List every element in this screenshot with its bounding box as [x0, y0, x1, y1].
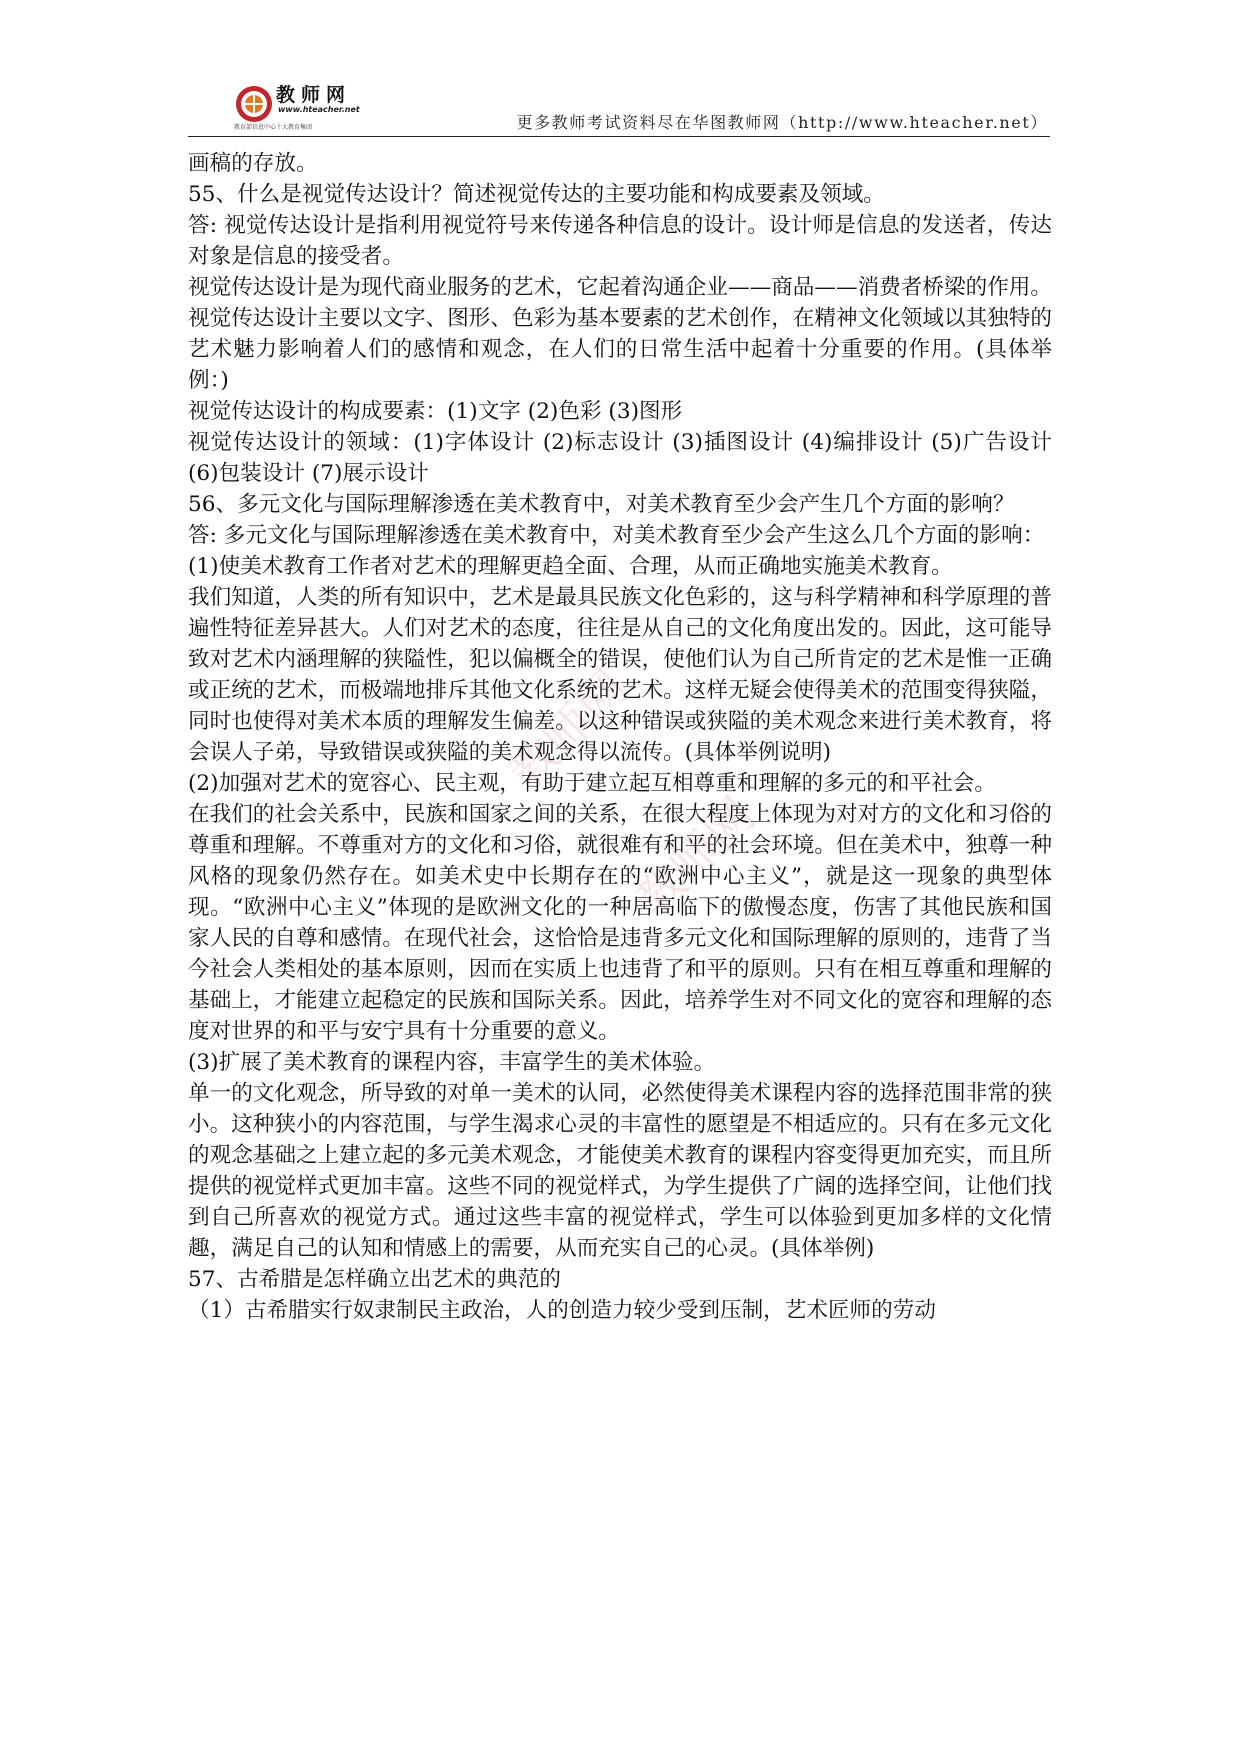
page-header	[188, 80, 1050, 140]
paragraph: 画稿的存放。	[188, 151, 318, 176]
paragraph: 视觉传达设计的构成要素：(1)文字 (2)色彩 (3)图形	[188, 399, 683, 424]
logo-seal-icon	[234, 84, 274, 124]
document-body	[188, 148, 1052, 1326]
header-divider	[188, 136, 1050, 137]
paragraph: 答: 视觉传达设计是指利用视觉符号来传递各种信息的设计。设计师是信息的发送者，传达对象是信息的接受者。	[188, 213, 1052, 269]
paragraph: (3)扩展了美术教育的课程内容，丰富学生的美术体验。	[188, 1050, 716, 1075]
paragraph: 我们知道，人类的所有知识中，艺术是最具民族文化色彩的，这与科学精神和科学原理的普遍性特征差异甚大。人们对艺术的态度，往往是从自己的文化角度出发的。因此，这可能导致对艺术内涵理解的狭隘性，犯以偏概全的错误，使他们认为自己所肯定的艺术是惟一正确或正统的艺术，而极端地排斥其他文化系统的艺术。这样无疑会使得美术的范围变得狭隘，同时也使得对美术本质的理解发生偏差。以这种错误或狭隘的美术观念来进行美术教育，将会误人子弟，导致错误或狭隘的美术观念得以流传。(具体举例说明)	[188, 585, 1052, 765]
logo-subtitle: 教育部信息中心十大教育集团	[234, 124, 313, 131]
paragraph: 答: 多元文化与国际理解渗透在美术教育中，对美术教育至少会产生这么几个方面的影响：	[188, 523, 1045, 548]
paragraph: 单一的文化观念，所导致的对单一美术的认同，必然使得美术课程内容的选择范围非常的狭小。这种狭小的内容范围，与学生渴求心灵的丰富性的愿望是不相适应的。只有在多元文化的观念基础之上建立起的多元美术观念，才能使美术教育的课程内容变得更加充实，而且所提供的视觉样式更加丰富。这些不同的视觉样式，为学生提供了广阔的选择空间，让他们找到自己所喜欢的视觉方式。通过这些丰富的视觉样式，学生可以体验到更加多样的文化情趣，满足自己的认知和情感上的需要，从而充实自己的心灵。(具体举例)	[188, 1081, 1052, 1261]
paragraph: 视觉传达设计是为现代商业服务的艺术，它起着沟通企业——商品——消费者桥梁的作用。视觉传达设计主要以文字、图形、色彩为基本要素的艺术创作，在精神文化领域以其独特的艺术魅力影响着人们的感情和观念，在人们的日常生活中起着十分重要的作用。(具体举例：)	[188, 275, 1052, 393]
logo-text: 教师网	[276, 84, 352, 106]
question-heading: 57、古希腊是怎样确立出艺术的典范的	[188, 1267, 561, 1292]
paragraph: (2)加强对艺术的宽容心、民主观，有助于建立起互相尊重和理解的多元的和平社会。	[188, 771, 996, 796]
paragraph: (1)使美术教育工作者对艺术的理解更趋全面、合理，从而正确地实施美术教育。	[188, 554, 953, 579]
svg-text:教师网: 教师网	[624, 786, 767, 929]
question-heading: 56、多元文化与国际理解渗透在美术教育中，对美术教育至少会产生几个方面的影响？	[188, 492, 1015, 517]
svg-text:教师网: 教师网	[497, 659, 639, 801]
question-heading: 55、什么是视觉传达设计？简述视觉传达的主要功能和构成要素及领域。	[188, 182, 885, 207]
paragraph: 在我们的社会关系中，民族和国家之间的关系，在很大程度上体现为对对方的文化和习俗的尊重和理解。不尊重对方的文化和习俗，就很难有和平的社会环境。但在美术中，独尊一种风格的现象仍然存在。如美术史中长期存在的“欧洲中心主义”，就是这一现象的典型体现。“欧洲中心主义”体现的是欧洲文化的一种居高临下的傲慢态度，伤害了其他民族和国家人民的自尊和感情。在现代社会，这恰恰是违背多元文化和国际理解的原则的，违背了当今社会人类相处的基本原则，因而在实质上也违背了和平的原则。只有在相互尊重和理解的基础上，才能建立起稳定的民族和国际关系。因此，培养学生对不同文化的宽容和理解的态度对世界的和平与安宁具有十分重要的意义。	[188, 802, 1052, 1044]
paragraph: 视觉传达设计的领域：(1)字体设计 (2)标志设计 (3)插图设计 (4)编排设计 (5)广告设计 (6)包装设计 (7)展示设计	[188, 430, 1052, 486]
logo-url: www.hteacher.net	[278, 105, 360, 114]
header-note: 更多教师考试资料尽在华图教师网（http://www.hteacher.net）	[516, 113, 1048, 132]
paragraph: （1）古希腊实行奴隶制民主政治，人的创造力较少受到压制，艺术匠师的劳动	[188, 1298, 936, 1323]
